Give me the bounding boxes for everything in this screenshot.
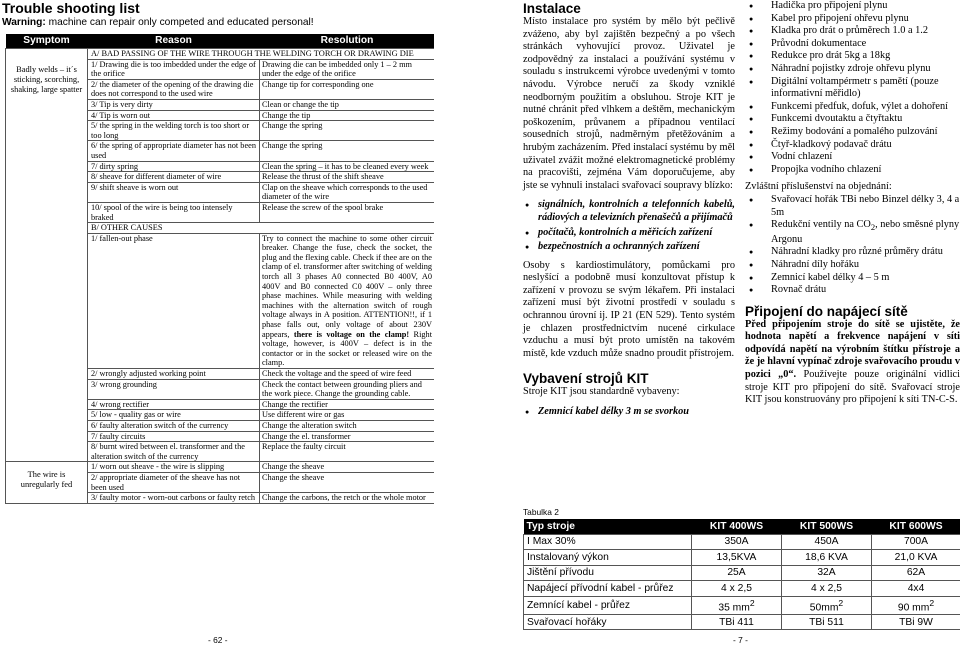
resolution-part: Right voltage, however, is 400V – defect is in the contactor or in the socket or released wire on the clamp. [262, 329, 433, 368]
reason-cell: 7/ faulty circuits [88, 431, 260, 442]
header-resolution: Resolution [260, 34, 435, 49]
reason-cell: 8/ sheave for different diameter of wire [88, 172, 260, 183]
resolution-cell: Clap on the sheave which corresponds to the used diameter of the wire [260, 182, 435, 202]
reason-cell: 3/ faulty motor - worn-out carbons or faulty retch [88, 493, 260, 504]
page-number-right: - 7 - [733, 635, 748, 645]
spec-value [692, 534, 782, 550]
spec-value-text: 18,6 KVA [805, 551, 848, 563]
resolution-cell: Change the rectifier [260, 399, 435, 410]
list-item: ● Hadička pro připojení plynu [745, 0, 960, 13]
resolution-cell: Change the alteration switch [260, 420, 435, 431]
resolution-cell: Check the contact between grounding pliers and the work piece. Change the grounding cable. [260, 379, 435, 399]
reducer-subscript: 2 [870, 222, 876, 233]
resolution-part: Try to connect the machine to some other circuit breaker. Change the fuse, check the socket, the plug and the flexing cable. Check if thee are on the clamp of el. transformer after switching of welding torch all 3 phases A0 connected B0 400V, A0 400V and B0 connected C0 400V – only three phase machines. While measuring with welding machines with the alternation switch of rough voltage always in A position. ATTENTION!!, if 1 phase falls out, only voltage of about 230V appears, [262, 233, 432, 339]
table-row [524, 614, 960, 630]
list-item: ● Vodní chlazení [745, 151, 960, 164]
spec-header: KIT 600WS [872, 519, 960, 534]
spec-value-text: TBi 9W [899, 616, 933, 628]
left-page [0, 0, 434, 648]
list-item: ● signálních, kontrolních a telefonních kabelů, rádiových a televizních přenašečů a přijímačů [523, 199, 735, 224]
resolution-cell: Use different wire or gas [260, 410, 435, 421]
instalace-heading: Instalace [523, 1, 581, 16]
list-item: ● Náhradní díly hořáku [745, 259, 960, 272]
reason-cell: 7/ dirty spring [88, 161, 260, 172]
instalace-text-2: Osoby s kardiostimulátory, pomůckami pro neslyšící a podobně musí konzultovat přístup k zařízení v provozu se svým lékařem. Při instalaci zařízení musí být životní prostředí v souladu s ochrannou úrovní ij. IP 21 (EN 529). Tento systém je chlazen prostřednictvím nucené cirkulace vzduchu a musí být proto umístěn na takovém místě, kde vzduch může snadno proudit přístrojem. [523, 259, 735, 359]
spec-header: KIT 500WS [782, 519, 872, 534]
vybaveni-heading: Vybavení strojů KIT [523, 371, 649, 387]
spec-value-text: 4x4 [907, 582, 925, 594]
reason-cell: 1/ fallen-out phase [88, 233, 260, 368]
reason-cell: 9/ shift sheave is worn out [88, 182, 260, 202]
table-row [524, 550, 960, 566]
resolution-cell: Change the el. transformer [260, 431, 435, 442]
warning-label: Warning: [2, 17, 46, 28]
list-item: ● Digitální voltampérmetr s pamětí (pouze informativní měřidlo) [745, 76, 960, 101]
list-item: ● Režimy bodování a pomalého pulzování [745, 126, 960, 139]
list-item: ● Redukce pro drát 5kg a 18kg [745, 50, 960, 63]
troubleshooting-table [5, 34, 434, 504]
instalace-bullet-list [523, 199, 735, 253]
spec-value-text: TBi 411 [719, 616, 754, 628]
resolution-cell: Check the voltage and the speed of wire feed [260, 369, 435, 380]
resolution-cell: Replace the faulty circuit [260, 442, 435, 462]
reason-cell: 6/ the spring of appropriate diameter has not been used [88, 141, 260, 161]
accessories-list [745, 194, 960, 297]
resolution-cell: Change the sheave [260, 462, 435, 473]
middle-column [523, 0, 735, 425]
spec-label: Svařovací hořáky [524, 614, 692, 630]
resolution-cell: Drawing die can be imbedded only 1 – 2 mm under the edge of the orifice [260, 59, 435, 79]
pripojeni-heading: Připojení do napájecí sítě [745, 303, 908, 319]
spec-header-row [524, 519, 960, 534]
reducer-text: Redukční ventily na CO [771, 219, 871, 231]
list-item: ● Funkcemi dvoutaktu a čtyřtaktu [745, 113, 960, 126]
spec-value-text: 32A [817, 567, 836, 579]
spec-value [872, 550, 960, 566]
list-item: ● bezpečnostních a ochranných zařízení [523, 241, 735, 254]
resolution-cell: Change the carbons, the retch or the whole motor [260, 493, 435, 504]
symptom-badly-welds: Badly welds – it´s sticking, scorching, shaking, large spatter [6, 49, 88, 462]
reason-cell: 2/ the diameter of the opening of the drawing die does not correspond to the used wire [88, 79, 260, 99]
section-b-heading: B/ OTHER CAUSES [88, 223, 435, 234]
spec-value [782, 614, 872, 630]
spec-value-text: 450A [814, 536, 839, 548]
list-item: ● Průvodní dokumentace [745, 38, 960, 51]
table-row [524, 581, 960, 597]
right-column [745, 0, 960, 407]
spec-value [872, 565, 960, 581]
list-item: ● Náhradní pojistky zdroje ohřevu plynu [745, 63, 960, 76]
spec-value-text: 50mm [809, 601, 839, 613]
spec-superscript: 2 [929, 597, 935, 608]
list-item: ● Náhradní kladky pro různé průměry drátu [745, 246, 960, 259]
list-item: ● počítačů, kontrolních a měřicích zařízení [523, 227, 735, 240]
spec-value-text: 4 x 2,5 [811, 582, 842, 594]
table-row [524, 565, 960, 581]
table-header-row [6, 34, 435, 49]
warning-line [2, 17, 314, 29]
spec-value-text: TBi 511 [809, 616, 844, 628]
list-item: ● Propojka vodního chlazení [745, 164, 960, 177]
spec-value [872, 534, 960, 550]
instalace-text: Místo instalace pro systém by mělo být pečlivě zváženo, aby byl zajištěn bezpečný a po všech stránkách vyhovující provoz. Uživatel je zodpovědný za instalaci a používání systému v souladu s instrukcemi výrobce uvedenými v tomto návodu. Výrobce neručí za škody vzniklé neodborným použitím a obsluhou. Stroje KIT je nutné chránit před vlhkem a deštěm, mechanickým poškozením, průvanem a případnou ventilací sousedních strojů, nadměrným přetěžováním a hrubým zacházením. Před instalací systému by měl uživatel zvážit možné elektromagnetické problémy na pracovišti, zejména Vám doporučujeme, aby jste se vyhnuli instalaci svařovací soupravy blízko: [523, 16, 735, 191]
reason-cell: 4/ wrong rectifier [88, 399, 260, 410]
spec-body [524, 534, 960, 630]
table-row [6, 49, 435, 60]
spec-value [782, 596, 872, 614]
spec-value [782, 581, 872, 597]
spec-value-text: 62A [906, 567, 926, 579]
resolution-cell: Change tip for corresponding one [260, 79, 435, 99]
troubleshooting-body [6, 49, 435, 504]
spec-value [692, 614, 782, 630]
spec-value-text: 25A [727, 567, 746, 579]
pripojeni-bold: Před připojením stroje do sítě se ujistěte, že hodnota napětí a frekvence napájení v síti odpovídá napětí na výrobním štítku přístroje a že je hlavní vypínač zdroje svařovacího proudu v pozici „0“. [745, 318, 960, 381]
spec-value-text: 700A [903, 536, 929, 548]
spec-value-text: 4 x 2,5 [721, 582, 752, 594]
list-item [745, 219, 960, 246]
spec-value [872, 581, 960, 597]
vybaveni-list [523, 406, 735, 419]
list-item: ● Zemnicí kabel délky 3 m se svorkou [523, 406, 735, 419]
spec-value-text: 350A [724, 536, 749, 548]
resolution-cell: Clean the spring – it has to be cleaned every week [260, 161, 435, 172]
pripojeni-text [745, 319, 960, 407]
spec-value-text: 13,5KVA [716, 551, 757, 563]
table-row [524, 534, 960, 550]
right-page [516, 0, 960, 648]
spec-label: Jištění přívodu [524, 565, 692, 581]
pripojeni-normal: Používejte pouze originální vidlici stroje KIT pro připojení do sítě. Svařovací stroje KIT jsou konstruovány pro připojení k síti TN-C-S. [745, 369, 960, 406]
reason-cell: 2/ wrongly adjusted working point [88, 369, 260, 380]
reason-cell: 5/ the spring in the welding torch is too short or too long [88, 121, 260, 141]
spec-label: Zemnící kabel - průřez [524, 596, 692, 614]
resolution-cell: Clean or change the tip [260, 99, 435, 110]
resolution-cell: Change the sheave [260, 472, 435, 492]
list-item: ● Funkcemi předfuk, dofuk, výlet a dohoření [745, 101, 960, 114]
table-caption: Tabulka 2 [523, 507, 559, 517]
spec-value [782, 565, 872, 581]
spec-value [872, 614, 960, 630]
list-item: ● Čtyř-kladkový podavač drátu [745, 139, 960, 152]
reason-cell: 6/ faulty alteration switch of the currency [88, 420, 260, 431]
spec-value [692, 581, 782, 597]
spec-header: KIT 400WS [692, 519, 782, 534]
spec-header: Typ stroje [524, 519, 692, 534]
reason-cell: 3/ wrong grounding [88, 379, 260, 399]
reducer-suffix: , nebo směsné plyny Argonu [771, 219, 960, 245]
spec-superscript: 2 [838, 597, 844, 608]
resolution-part: there is voltage on the clamp! [293, 329, 410, 339]
reason-cell: 3/ Tip is very dirty [88, 99, 260, 110]
table-row [6, 462, 435, 473]
spec-value [872, 596, 960, 614]
reason-cell: 1/ worn out sheave - the wire is slipping [88, 462, 260, 473]
reason-cell: 1/ Drawing die is too imbedded under the edge of the orifice [88, 59, 260, 79]
spec-value-text: 90 mm [897, 601, 930, 613]
spec-value [692, 565, 782, 581]
list-item: ● Kabel pro připojení ohřevu plynu [745, 13, 960, 26]
spec-value [782, 534, 872, 550]
reason-cell: 5/ low - quality gas or wire [88, 410, 260, 421]
list-item: ● Kladka pro drát o průměrech 1.0 a 1.2 [745, 25, 960, 38]
resolution-cell: Change the spring [260, 141, 435, 161]
equipment-list [745, 0, 960, 176]
spec-table [523, 519, 960, 630]
spec-value-text: 21,0 KVA [894, 551, 938, 563]
spec-label: I Max 30% [524, 534, 692, 550]
resolution-cell [260, 233, 435, 368]
reason-cell: 10/ spool of the wire is being too intensely braked [88, 202, 260, 222]
symptom-unregular-feed: The wire is unregularly fed [6, 462, 88, 503]
warning-text: machine can repair only competed and educated personal! [45, 17, 314, 28]
page-title: Trouble shooting list [2, 0, 140, 16]
vybaveni-intro: Stroje KIT jsou standardně vybaveny: [523, 386, 680, 398]
section-a-heading: A/ BAD PASSING OF THE WIRE THROUGH THE WELDING TORCH OR DRAWING DIE [88, 49, 435, 60]
resolution-cell: Release the screw of the spool brake [260, 202, 435, 222]
accessories-heading: Zvláštní příslušenství na objednání: [745, 181, 892, 193]
resolution-cell: Release the thrust of the shift sheave [260, 172, 435, 183]
list-item: ● Svařovací hořák TBi nebo Binzel délky 3, 4 a 5m [745, 194, 960, 219]
header-symptom: Symptom [6, 34, 88, 49]
reason-cell: 4/ Tip is worn out [88, 110, 260, 121]
table-row [524, 596, 960, 614]
spec-value [692, 550, 782, 566]
reason-cell: 2/ appropriate diameter of the sheave has not been used [88, 472, 260, 492]
spec-superscript: 2 [749, 597, 755, 608]
spec-label: Instalovaný výkon [524, 550, 692, 566]
reason-cell: 8/ burnt wired between el. transformer and the alteration switch of the currency [88, 442, 260, 462]
resolution-cell: Change the spring [260, 121, 435, 141]
list-item: ● Zemnicí kabel délky 4 – 5 m [745, 272, 960, 285]
list-item: ● Rovnač drátu [745, 284, 960, 297]
spec-label: Napájecí přívodní kabel - průřez [524, 581, 692, 597]
resolution-cell: Change the tip [260, 110, 435, 121]
spec-value [692, 596, 782, 614]
spec-value [782, 550, 872, 566]
page-number-left: - 62 - [208, 635, 228, 645]
spec-value-text: 35 mm [718, 601, 750, 613]
header-reason: Reason [88, 34, 260, 49]
